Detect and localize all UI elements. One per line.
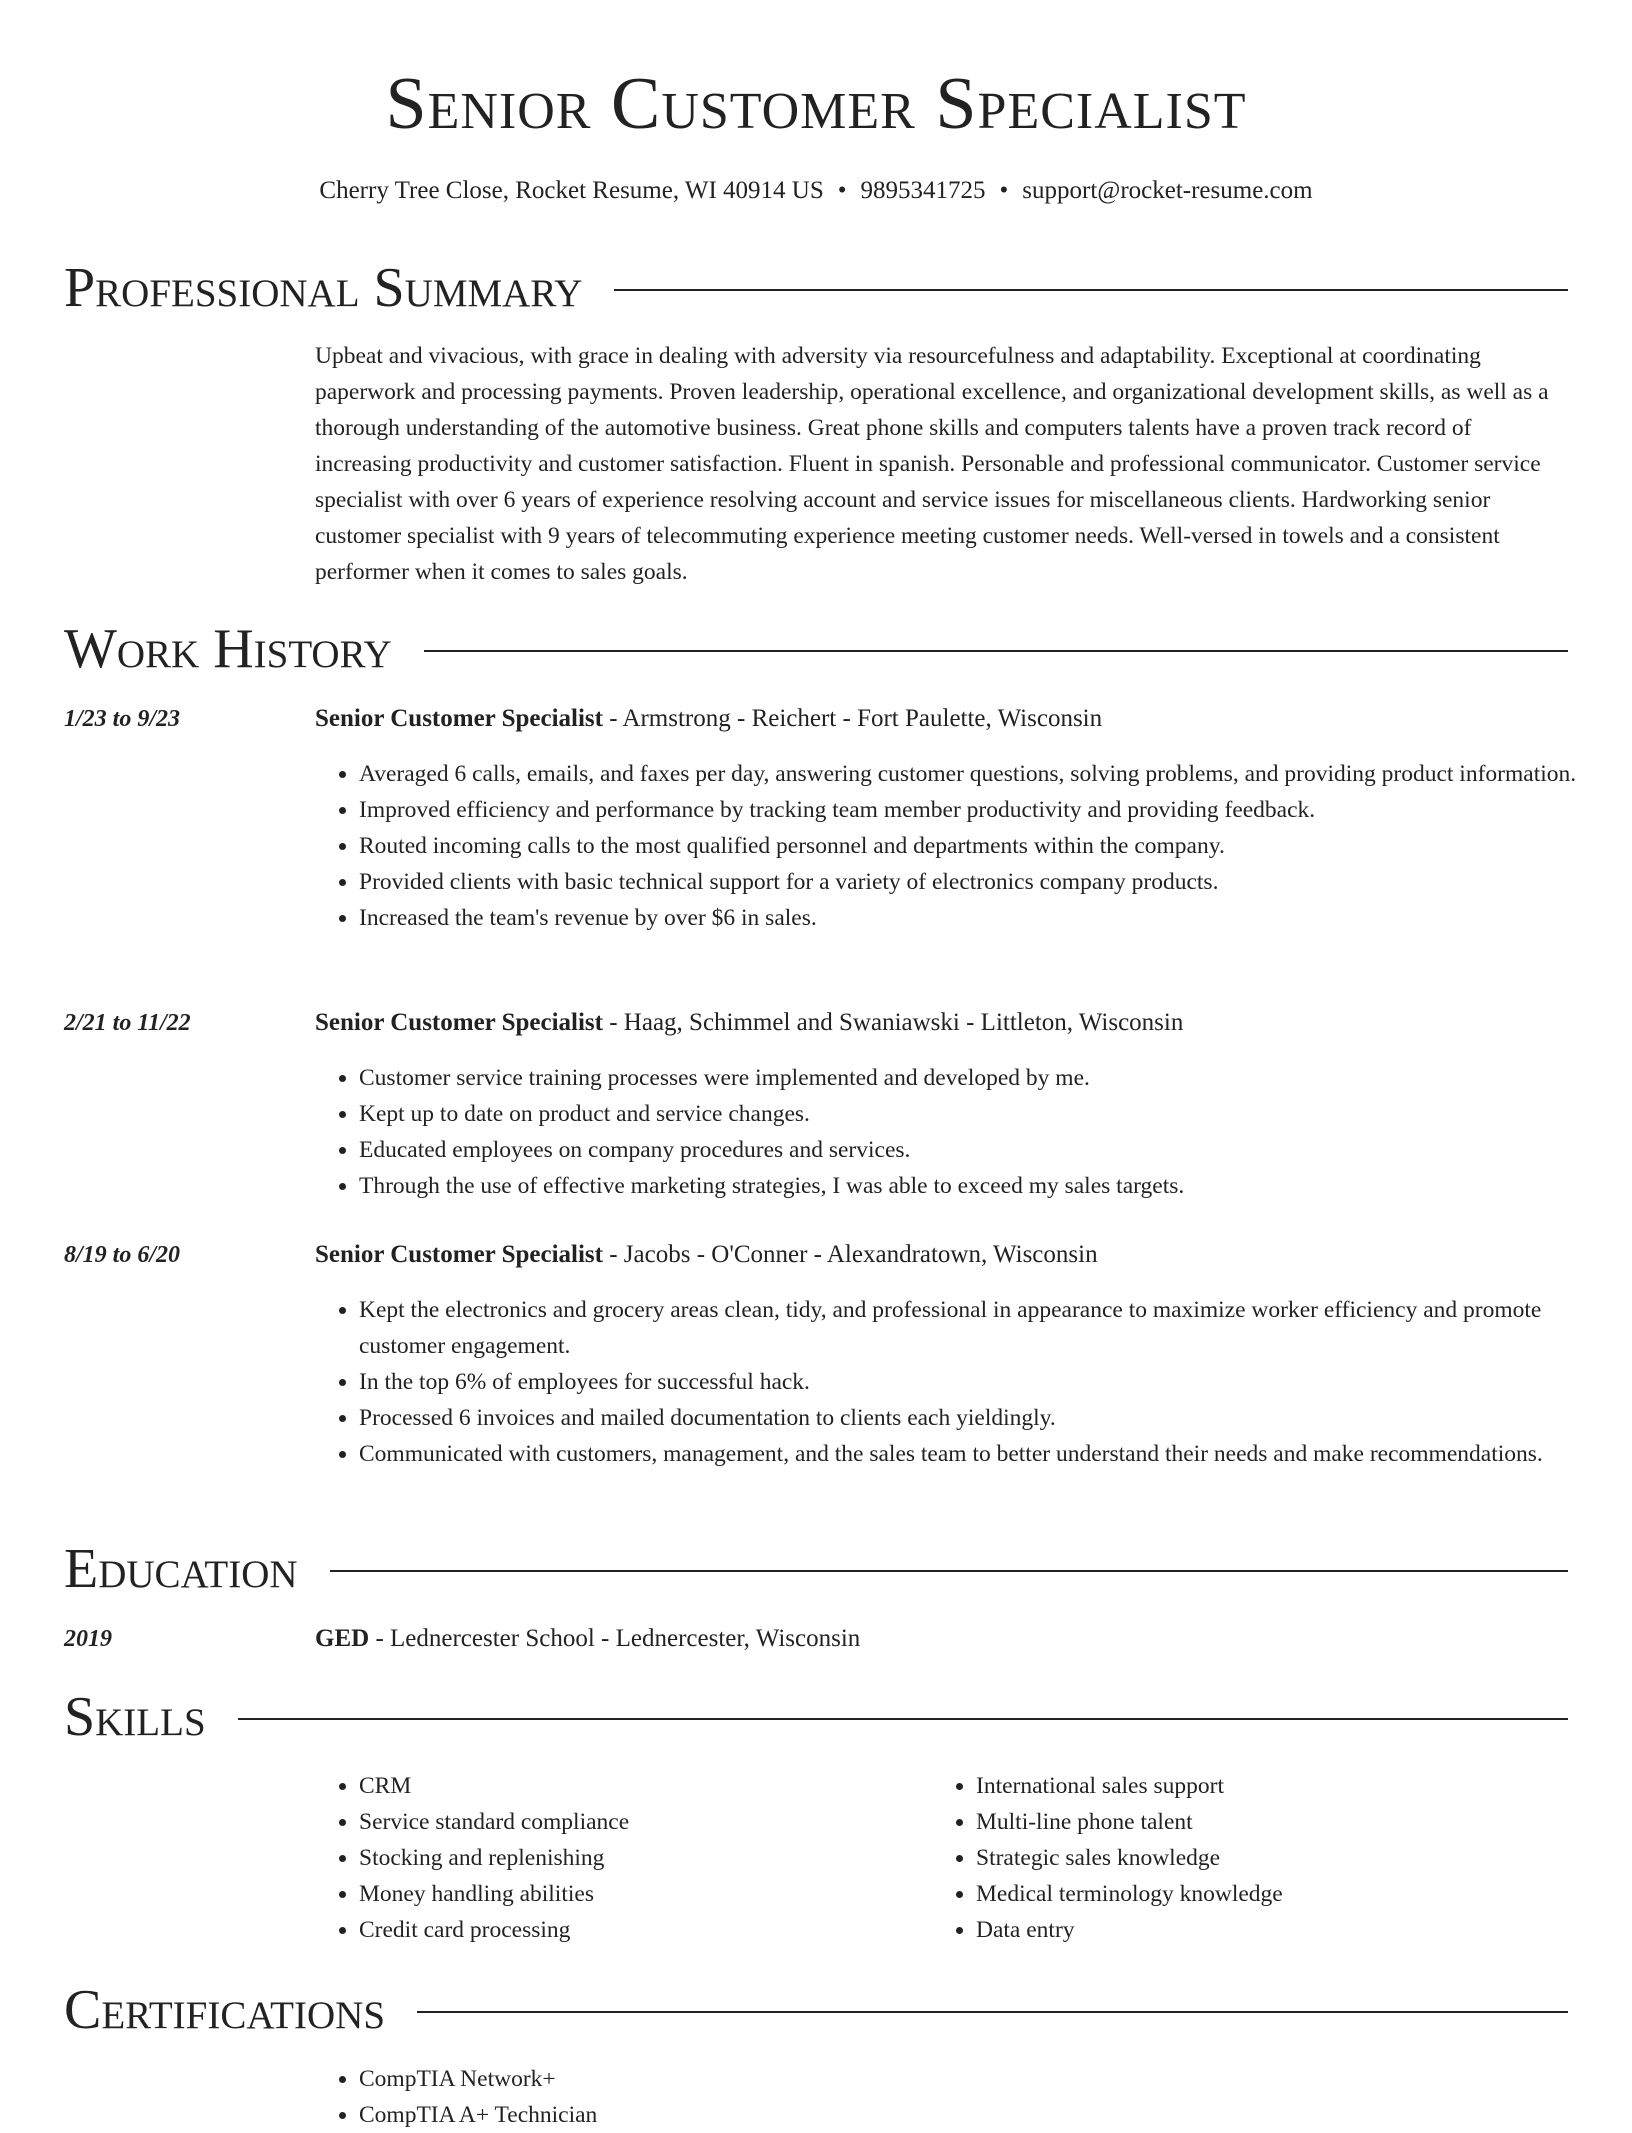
job-heading: [315, 701, 1571, 737]
job-bullets: [315, 756, 1615, 936]
education-entry: [315, 1621, 1571, 1657]
summary-text: Upbeat and vivacious, with grace in dealing with adversity via resourcefulness and adaptability. Exceptional at coordinating paperwork and processing payments. Proven leadership, operational excellence, and organizational development skills, as well as a thorough understanding of the automotive business. Great phone skills and computers talents have a proven track record of increasing productivity and customer satisfaction. Fluent in spanish. Personable and professional communicator. Customer service specialist with over 6 years of experience resolving account and service issues for miscellaneous clients. Hardworking senior customer specialist with 9 years of telecommuting experience meeting customer needs. Well-versed in towels and a consistent performer when it comes to sales goals.: [315, 343, 1549, 585]
section-title: Professional Summary: [64, 257, 583, 319]
job-details: - Armstrong - Reichert - Fort Paulette, Wisconsin: [602, 705, 1103, 732]
list-item: • Increased the team's revenue by over $6 in sales.: [359, 900, 1615, 936]
section-title: Education: [64, 1538, 298, 1600]
list-item: • International sales support: [976, 1768, 1616, 1804]
job-dates: 2/21 to 11/22: [64, 1010, 191, 1036]
section-header-skills: [64, 1685, 1568, 1749]
job-dates: 8/19 to 6/20: [64, 1242, 181, 1268]
list-item: • Kept the electronics and grocery areas clean, tidy, and professional in appearance to maximize worker efficiency and promote customer engagement.: [359, 1292, 1615, 1364]
list-item: • Money handling abilities: [359, 1876, 959, 1912]
list-item: • Kept up to date on product and service changes.: [359, 1096, 1615, 1132]
list-item: • Service standard compliance: [359, 1804, 959, 1840]
section-divider: [614, 289, 1568, 291]
certifications-list: [315, 2061, 1615, 2133]
contact-line: [0, 176, 1632, 206]
list-item: • Educated employees on company procedures and services.: [359, 1132, 1615, 1168]
list-item: • In the top 6% of employees for successful hack.: [359, 1364, 1615, 1400]
job-bullets: [315, 1292, 1615, 1472]
list-item: • Processed 6 invoices and mailed documentation to clients each yieldingly.: [359, 1400, 1615, 1436]
section-header-certifications: [64, 1978, 1568, 2042]
contact-separator: •: [999, 177, 1009, 204]
section-header-summary: [64, 256, 1568, 320]
section-divider: [424, 650, 1568, 652]
contact-separator: •: [837, 177, 847, 204]
skills-list-left: [315, 1768, 959, 1948]
list-item: • CompTIA A+ Technician: [359, 2097, 1615, 2133]
list-item: • Averaged 6 calls, emails, and faxes per day, answering customer questions, solving problems, and providing product information.: [359, 756, 1615, 792]
list-item: • Customer service training processes were implemented and developed by me.: [359, 1060, 1615, 1096]
list-item: • Provided clients with basic technical support for a variety of electronics company products.: [359, 864, 1615, 900]
list-item: • CompTIA Network+: [359, 2061, 1615, 2097]
section-divider: [417, 2011, 1568, 2013]
list-item: • Improved efficiency and performance by tracking team member productivity and providing feedback.: [359, 792, 1615, 828]
job-heading: [315, 1005, 1571, 1041]
list-item: • Credit card processing: [359, 1912, 959, 1948]
job-heading: [315, 1237, 1571, 1273]
list-item: • Multi-line phone talent: [976, 1804, 1616, 1840]
section-divider: [238, 1718, 1568, 1720]
list-item: • Routed incoming calls to the most qualified personnel and departments within the company.: [359, 828, 1615, 864]
list-item: • CRM: [359, 1768, 959, 1804]
list-item: • Medical terminology knowledge: [976, 1876, 1616, 1912]
section-header-work-history: [64, 617, 1568, 681]
section-header-education: [64, 1537, 1568, 1601]
job-title: Senior Customer Specialist: [315, 705, 603, 732]
section-divider: [330, 1570, 1568, 1572]
job-title: Senior Customer Specialist: [315, 1241, 603, 1268]
job-details: - Jacobs - O'Conner - Alexandratown, Wisconsin: [602, 1241, 1098, 1268]
list-item: • Stocking and replenishing: [359, 1840, 959, 1876]
education-year: 2019: [64, 1626, 112, 1652]
section-title: Skills: [64, 1686, 206, 1748]
job-details: - Haag, Schimmel and Swaniawski - Littleton, Wisconsin: [602, 1009, 1184, 1036]
resume-name-title: Senior Customer Specialist: [385, 63, 1247, 145]
list-item: • Through the use of effective marketing strategies, I was able to exceed my sales targets.: [359, 1168, 1615, 1204]
education-degree: GED: [315, 1625, 370, 1652]
section-title: Work History: [64, 618, 392, 680]
contact-phone: 9895341725: [860, 177, 986, 204]
contact-email: support@rocket-resume.com: [1022, 177, 1313, 204]
list-item: • Communicated with customers, management, and the sales team to better understand their needs and make recommendations.: [359, 1436, 1615, 1472]
list-item: • Data entry: [976, 1912, 1616, 1948]
job-dates: 1/23 to 9/23: [64, 706, 181, 732]
skills-list-right: [932, 1768, 1616, 1948]
job-title: Senior Customer Specialist: [315, 1009, 603, 1036]
section-title: Certifications: [64, 1979, 386, 2041]
education-details: - Lednercester School - Lednercester, Wisconsin: [369, 1625, 861, 1652]
list-item: • Strategic sales knowledge: [976, 1840, 1616, 1876]
contact-address: Cherry Tree Close, Rocket Resume, WI 40914 US: [319, 177, 824, 204]
job-bullets: [315, 1060, 1615, 1204]
